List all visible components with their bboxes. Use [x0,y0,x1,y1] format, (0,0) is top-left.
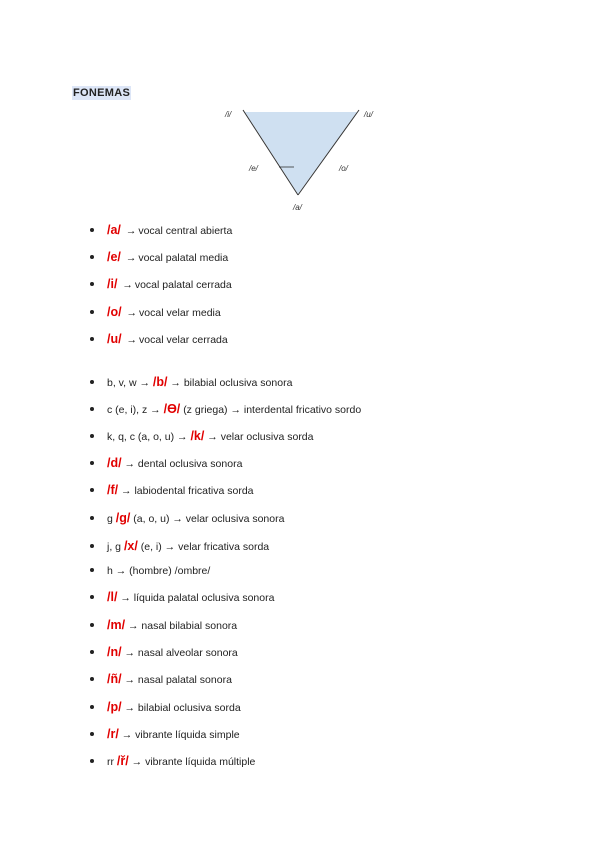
label-top-right: /u/ [364,110,373,119]
description: → velar oclusiva sorda [207,431,314,443]
page-title: FONEMAS [73,87,131,99]
phoneme: /a/ [107,223,121,237]
list-item [90,482,254,498]
description: (z griega) → interdental fricativo sordo [183,404,362,416]
list-item [90,726,240,742]
bullet-icon [90,759,94,763]
list-item [90,644,238,660]
bullet-icon [90,568,94,572]
spelling: g [107,513,113,525]
vowel-triangle-diagram [0,0,600,230]
phoneme: /i/ [107,277,118,291]
description: → bilabial oclusiva sorda [124,702,241,714]
list-item [90,401,361,417]
bullet-icon [90,705,94,709]
vowel-triangle [245,112,357,194]
phoneme: /l/ [107,590,118,604]
spelling: b, v, w → [107,377,150,389]
phoneme: /ñ/ [107,672,122,686]
list-item: /o/ → vocal velar media [90,304,221,320]
list-item [90,753,255,769]
description: vocal velar cerrada [139,334,228,346]
bullet-icon [90,407,94,411]
list-item: /u/ → vocal velar cerrada [90,331,228,347]
spelling: c (e, i), z → [107,404,161,416]
phoneme: /b/ [152,375,168,389]
phoneme: /x/ [123,539,138,553]
phoneme: /k/ [190,429,205,443]
bullet-icon [90,623,94,627]
list-item: /a/ → vocal central abierta [90,222,232,238]
bullet-icon [90,380,94,384]
list-item [90,563,210,579]
list-item [90,589,274,605]
description: → nasal bilabial sonora [127,620,238,632]
description: (e, i) → velar fricativa sorda [140,541,270,553]
description: → vibrante líquida simple [121,729,240,741]
label-top-left: /i/ [225,110,232,119]
list-item: /e/ → vocal palatal media [90,249,228,265]
bullet-icon [90,650,94,654]
spelling: j, g [107,541,122,553]
list-item [90,617,237,633]
phoneme: /m/ [107,618,126,632]
list-item [90,699,241,715]
phoneme: /p/ [107,700,122,714]
bullet-icon [90,255,94,259]
list-item [90,374,292,390]
bullet-icon [90,595,94,599]
description: → nasal palatal sonora [124,674,232,686]
bullet-icon [90,488,94,492]
bullet-icon [90,310,94,314]
spelling: k, q, c (a, o, u) → [107,431,188,443]
bullet-icon [90,732,94,736]
list-item [90,510,284,526]
list-item: /i/ → vocal palatal cerrada [90,276,232,292]
list-item [90,455,242,471]
description: (a, o, u) → velar oclusiva sonora [133,513,285,525]
bullet-icon [90,434,94,438]
phoneme: /g/ [115,511,131,525]
phoneme: /r/ [107,727,119,741]
label-left-mid: /e/ [249,164,258,173]
description: vocal palatal media [138,252,229,264]
spelling: h → (hombre) /ombre/ [107,565,211,577]
bullet-icon [90,337,94,341]
label-right-mid: /o/ [339,164,348,173]
spelling: rr [107,756,114,768]
bullet-icon [90,461,94,465]
label-bottom: /a/ [293,203,302,212]
phoneme: /f/ [107,483,119,497]
phoneme: /e/ [107,250,121,264]
bullet-icon [90,282,94,286]
description: → nasal alveolar sonora [124,647,238,659]
description: → bilabial oclusiva sonora [170,377,293,389]
bullet-icon [90,544,94,548]
bullet-icon [90,228,94,232]
description: → vibrante líquida múltiple [131,756,256,768]
description: → labiodental fricativa sorda [121,485,254,497]
phoneme: /u/ [107,332,122,346]
phoneme: /ř/ [116,754,129,768]
phoneme: /Ɵ/ [163,402,181,416]
description: → dental oclusiva sonora [124,458,243,470]
phoneme: /o/ [107,305,122,319]
list-item [90,538,269,554]
list-item [90,671,232,687]
bullet-icon [90,516,94,520]
list-item [90,428,314,444]
bullet-icon [90,677,94,681]
description: → líquida palatal oclusiva sonora [120,592,275,604]
phoneme: /d/ [107,456,122,470]
description: vocal velar media [139,307,221,319]
phoneme: /n/ [107,645,122,659]
description: vocal central abierta [138,225,233,237]
description: vocal palatal cerrada [134,279,232,291]
